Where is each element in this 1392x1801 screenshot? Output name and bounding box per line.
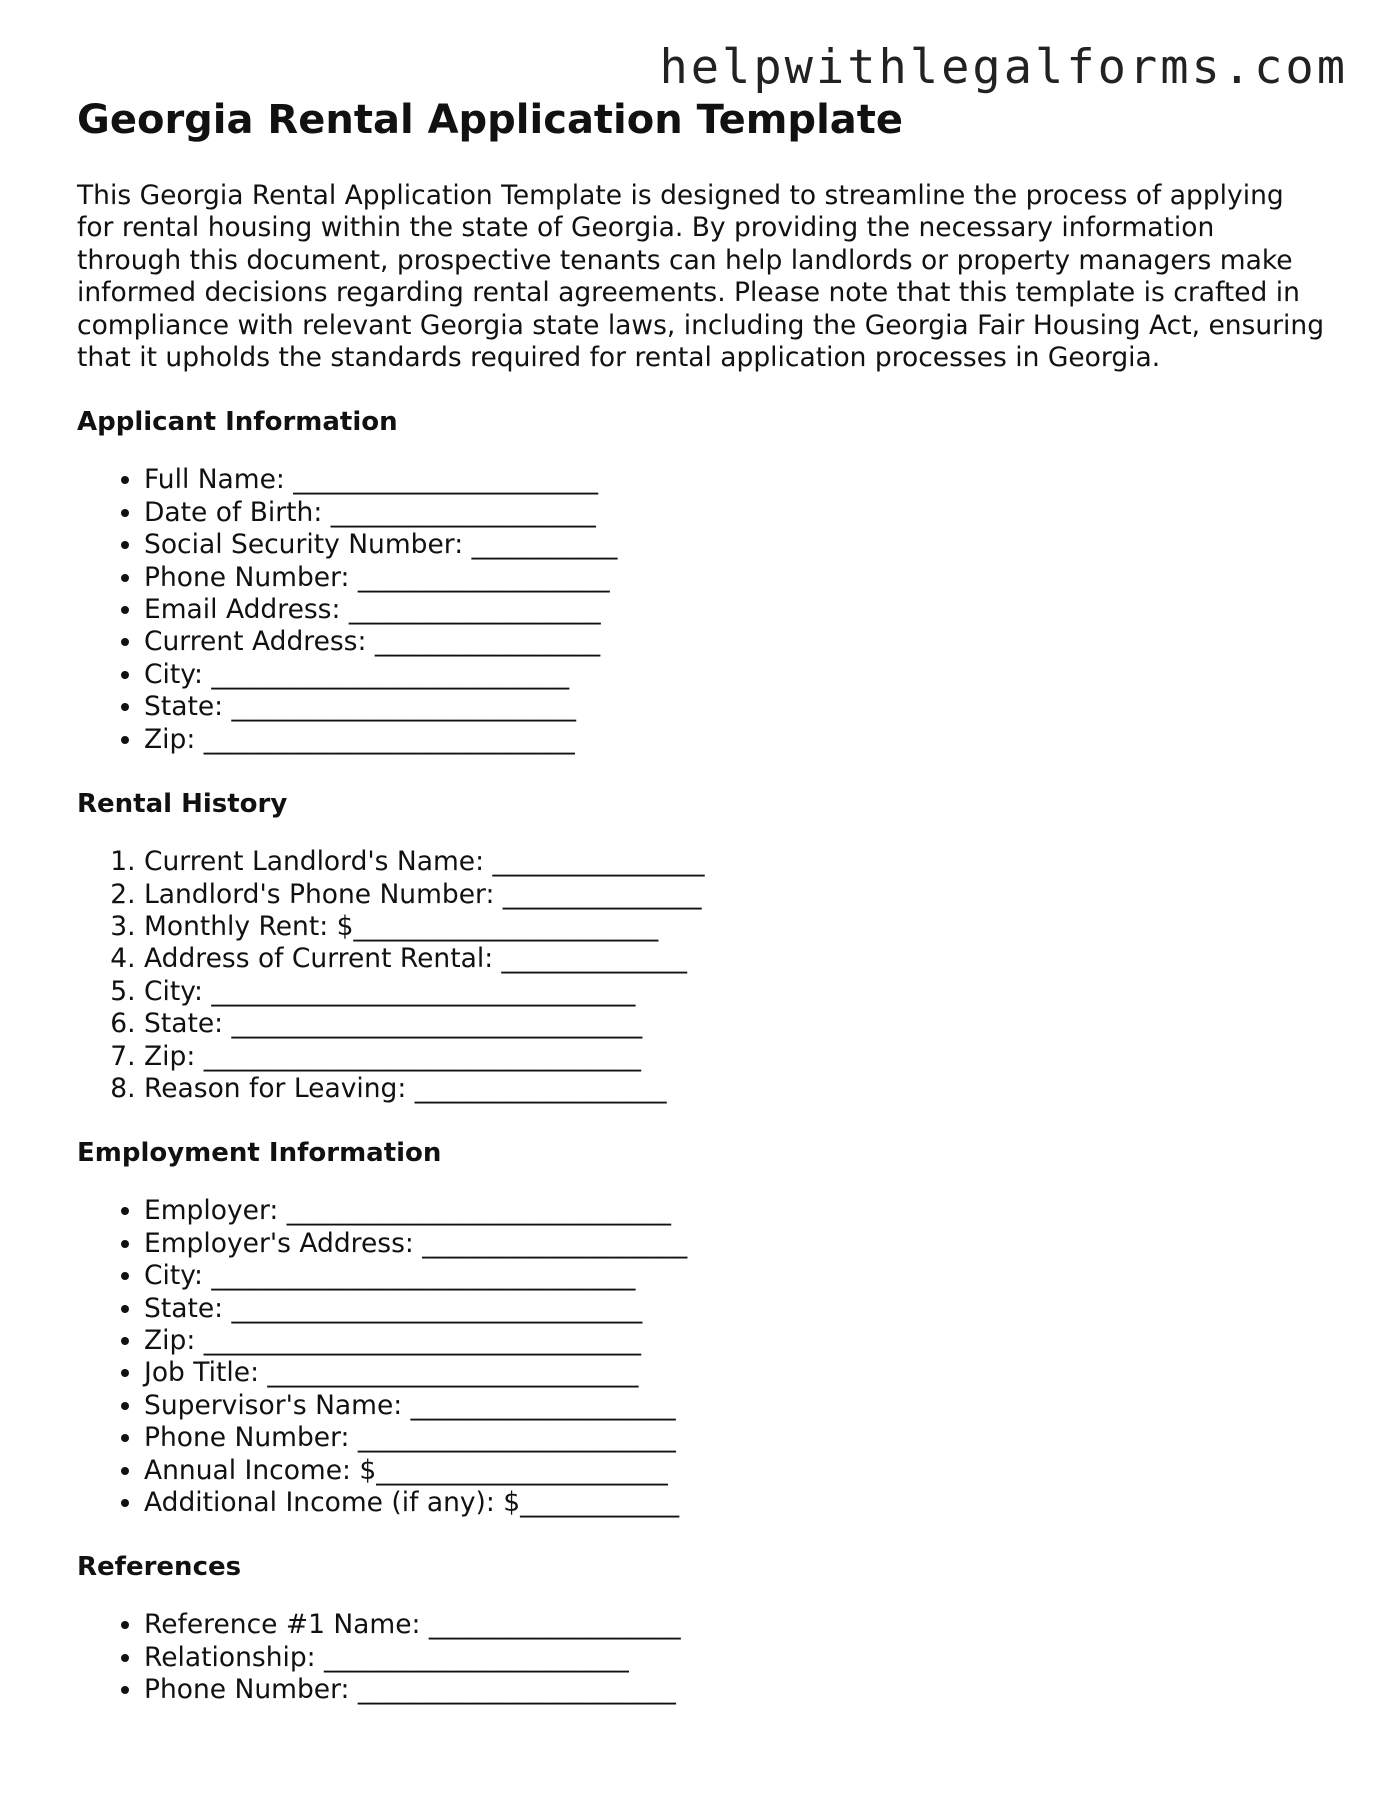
list-item: • Annual Income: $______________________ bbox=[144, 1455, 1327, 1487]
list-item: • Full Name: _______________________ bbox=[144, 464, 1327, 496]
intro-paragraph: This Georgia Rental Application Template is designed to streamline the process of applying for rental housing within the state of Georgia. By providing the necessary information through this document, prospective tenants can help landlords or property managers make informed decisions regarding rental agreements. Please note that this template is crafted in compliance with relevant Georgia state laws, including the Georgia Fair Housing Act, ensuring that it upholds the standards required for rental application processes in Georgia. bbox=[77, 180, 1325, 374]
list-item: • Reference #1 Name: ___________________ bbox=[144, 1609, 1327, 1641]
list-item: 8. Reason for Leaving: ___________________ bbox=[144, 1073, 1327, 1105]
section-heading-rental-history: Rental History bbox=[77, 789, 288, 820]
list-item: • State: _______________________________ bbox=[144, 1293, 1327, 1325]
list-item: • Date of Birth: ____________________ bbox=[144, 497, 1327, 529]
applicant-info-list bbox=[77, 464, 1327, 756]
list-item: 1. Current Landlord's Name: ________________ bbox=[144, 846, 1327, 878]
list-item: 4. Address of Current Rental: ______________ bbox=[144, 943, 1327, 975]
section-heading-references: References bbox=[77, 1552, 242, 1583]
list-item: 3. Monthly Rent: $_______________________ bbox=[144, 911, 1327, 943]
list-item: • Relationship: _______________________ bbox=[144, 1642, 1327, 1674]
list-item: • Social Security Number: ___________ bbox=[144, 529, 1327, 561]
page-title: Georgia Rental Application Template bbox=[77, 97, 904, 143]
list-item: • Additional Income (if any): $____________ bbox=[144, 1487, 1327, 1519]
references-list bbox=[77, 1609, 1327, 1706]
list-item: • Phone Number: ___________________ bbox=[144, 562, 1327, 594]
list-item: • Phone Number: ________________________ bbox=[144, 1422, 1327, 1454]
list-item: • Zip: _________________________________ bbox=[144, 1325, 1327, 1357]
document-page bbox=[77, 96, 1327, 1707]
list-item: • Employer's Address: ____________________ bbox=[144, 1228, 1327, 1260]
list-item: • Phone Number: ________________________ bbox=[144, 1674, 1327, 1706]
site-watermark: helpwithlegalforms.com bbox=[659, 40, 1348, 95]
list-item: 2. Landlord's Phone Number: _______________ bbox=[144, 879, 1327, 911]
list-item: • City: ___________________________ bbox=[144, 659, 1327, 691]
list-item: • Job Title: ____________________________ bbox=[144, 1357, 1327, 1389]
list-item: 5. City: ________________________________ bbox=[144, 976, 1327, 1008]
list-item: • City: ________________________________ bbox=[144, 1260, 1327, 1292]
section-heading-employment: Employment Information bbox=[77, 1138, 442, 1169]
employment-info-list bbox=[77, 1195, 1327, 1519]
list-item: • State: __________________________ bbox=[144, 691, 1327, 723]
list-item: • Current Address: _________________ bbox=[144, 626, 1327, 658]
rental-history-list bbox=[77, 846, 1327, 1105]
list-item: • Email Address: ___________________ bbox=[144, 594, 1327, 626]
list-item: • Employer: _____________________________ bbox=[144, 1195, 1327, 1227]
list-item: • Zip: ____________________________ bbox=[144, 724, 1327, 756]
list-item: 6. State: _______________________________ bbox=[144, 1008, 1327, 1040]
list-item: • Supervisor's Name: ____________________ bbox=[144, 1390, 1327, 1422]
list-item: 7. Zip: _________________________________ bbox=[144, 1041, 1327, 1073]
section-heading-applicant: Applicant Information bbox=[77, 407, 398, 438]
